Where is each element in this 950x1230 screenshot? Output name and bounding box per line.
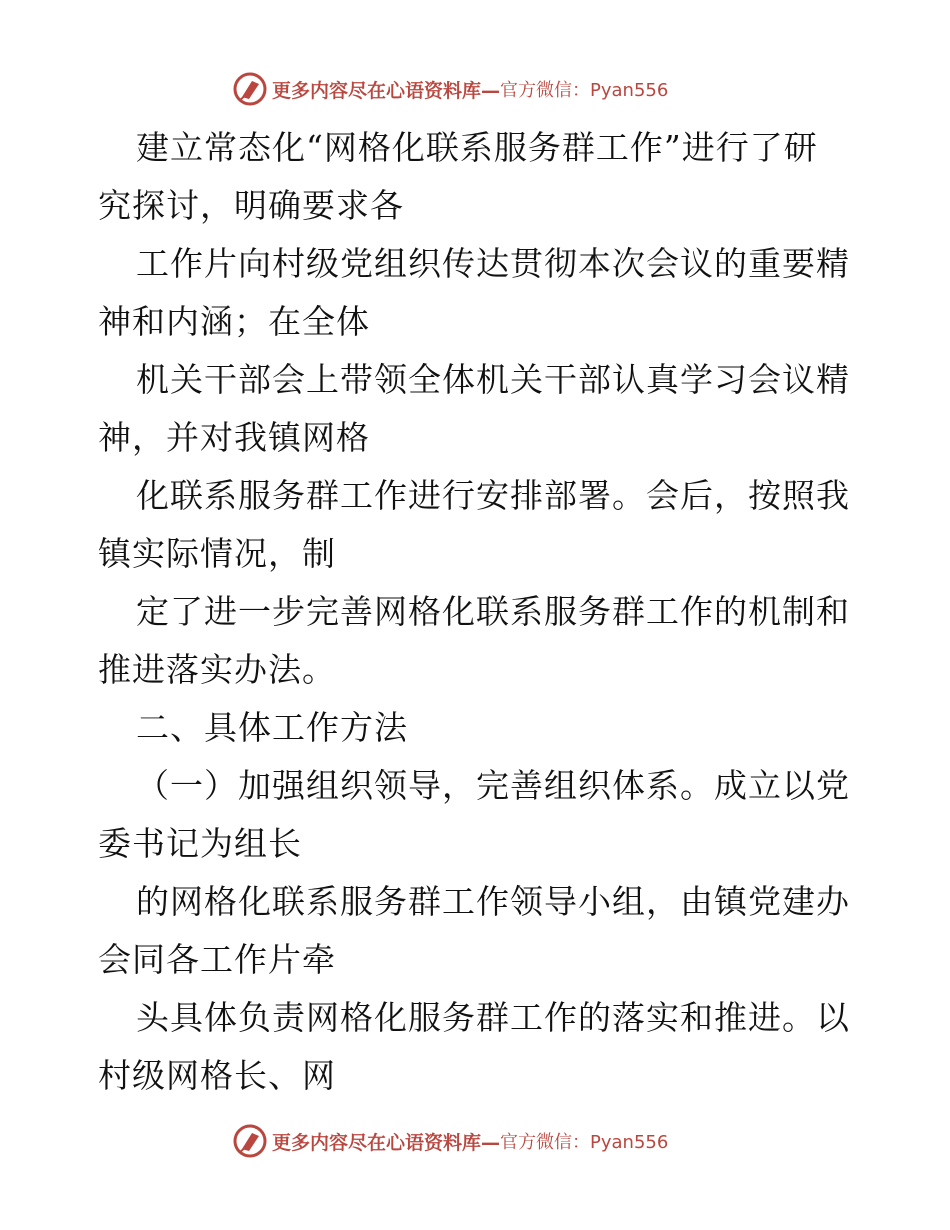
- body-line: 会同各工作片牵: [98, 940, 336, 979]
- header-banner: [232, 70, 732, 108]
- footer-banner-wechat: 官方微信：Pyan556: [500, 1132, 669, 1153]
- document-body: [98, 119, 858, 1105]
- header-banner-title: 更多内容尽在心语资料库—: [272, 79, 501, 102]
- body-line: 机关干部会上带领全体机关干部认真学习会议精: [136, 360, 850, 399]
- body-line: 化联系服务群工作进行安排部署。会后，按照我: [136, 476, 850, 515]
- body-line: 镇实际情况，制: [98, 534, 336, 573]
- body-line: 头具体负责网格化服务群工作的落实和推进。以: [136, 998, 850, 1037]
- body-line: 神，并对我镇网格: [98, 418, 370, 457]
- body-line: 的网格化联系服务群工作领导小组，由镇党建办: [136, 882, 850, 921]
- footer-banner: [232, 1122, 732, 1160]
- body-line: （一）加强组织领导，完善组织体系。成立以党: [136, 766, 850, 805]
- body-line: 工作片向村级党组织传达贯彻本次会议的重要精: [136, 244, 850, 283]
- body-line: 村级网格长、网: [98, 1056, 336, 1095]
- pen-nib-logo-icon: [232, 71, 268, 107]
- body-line: 究探讨，明确要求各: [98, 186, 404, 225]
- body-line: 建立常态化“网格化联系服务群工作”进行了研: [136, 128, 818, 167]
- section-heading: 二、具体工作方法: [136, 708, 408, 747]
- footer-banner-title: 更多内容尽在心语资料库—: [272, 1131, 501, 1154]
- body-line: 定了进一步完善网格化联系服务群工作的机制和: [136, 592, 850, 631]
- body-line: 推进落实办法。: [98, 650, 336, 689]
- body-line: 委书记为组长: [98, 824, 302, 863]
- body-line: 神和内涵；在全体: [98, 302, 370, 341]
- header-banner-wechat: 官方微信：Pyan556: [500, 80, 669, 101]
- pen-nib-logo-icon: [232, 1123, 268, 1159]
